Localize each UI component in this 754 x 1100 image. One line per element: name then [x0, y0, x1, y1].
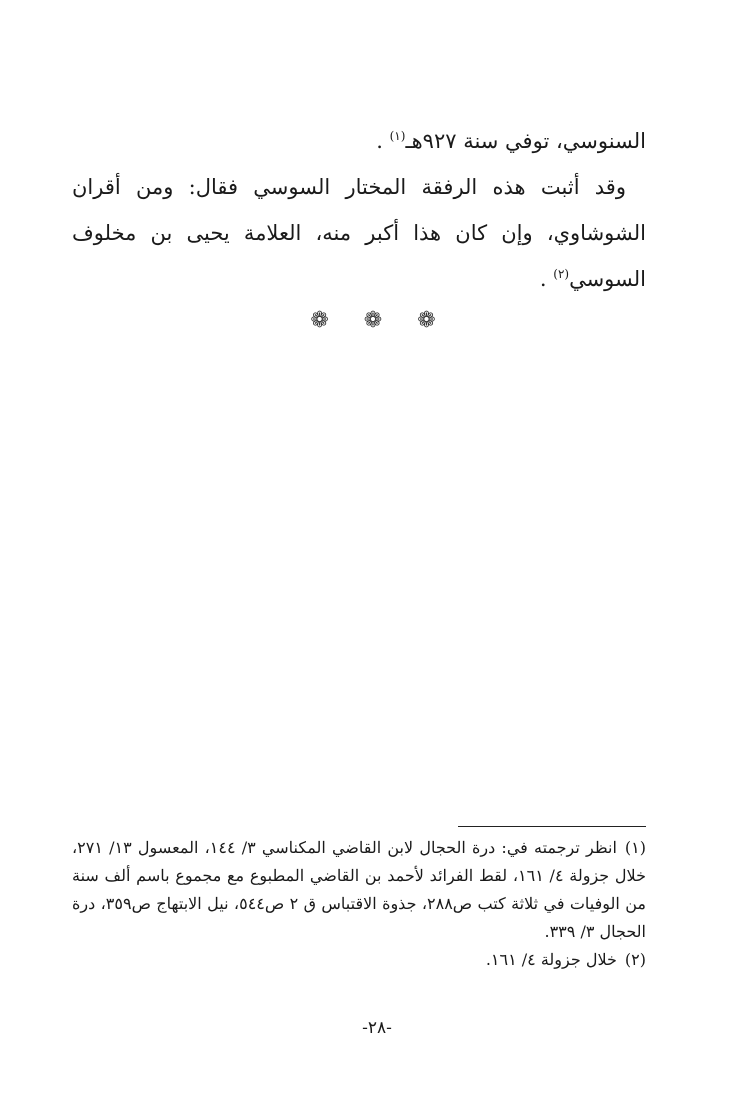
paragraph-1 — [72, 118, 646, 164]
footnote-text: انظر ترجمته في: درة الحجال لابن القاضي المكناسي ٣/ ١٤٤، المعسول ١٣/ ٢٧١، خلال جزولة ٤/ ١٦١، لقط الفرائد لأحمد بن القاضي المطبوع مع مجموع باسم ألف سنة من الوفيات في ثلاثة كتب ص٢٨٨، جذوة الاقتباس ق ٢ ص٥٤٤، نيل الابتهاج ص٣٥٩، درة الحجال ٣/ ٣٣٩. — [72, 838, 647, 941]
page-number: -٢٨- — [362, 1018, 392, 1038]
footnote-ref-1: (١) — [389, 129, 406, 143]
footnote-2 — [72, 946, 646, 974]
footnote-ref-2: (٢) — [553, 267, 570, 281]
footnote-1 — [72, 834, 646, 946]
flower-ornament-icon: ❁ — [417, 308, 444, 333]
footnote-separator — [458, 826, 646, 827]
footnote-text: خلال جزولة ٤/ ١٦١. — [485, 950, 617, 969]
flower-ornament-icon: ❁ — [310, 308, 337, 333]
paragraph-1-end: . — [376, 129, 390, 153]
paragraph-2-end: . — [539, 267, 554, 291]
section-divider — [0, 308, 754, 333]
paragraph-2 — [72, 164, 646, 302]
paragraph-1-text: السنوسي، توفي سنة ٩٢٧هـ — [405, 129, 646, 153]
footnote-number: (١) — [624, 838, 646, 857]
flower-ornament-icon: ❁ — [363, 308, 391, 333]
footnotes — [72, 834, 646, 974]
main-text — [72, 118, 646, 302]
footnote-number: (٢) — [624, 950, 646, 969]
paragraph-2-text: وقد أثبت هذه الرفقة المختار السوسي فقال: ومن أقران الشوشاوي، وإن كان هذا أكبر منه، العلامة يحيى بن مخلوف السوسي — [72, 175, 646, 291]
